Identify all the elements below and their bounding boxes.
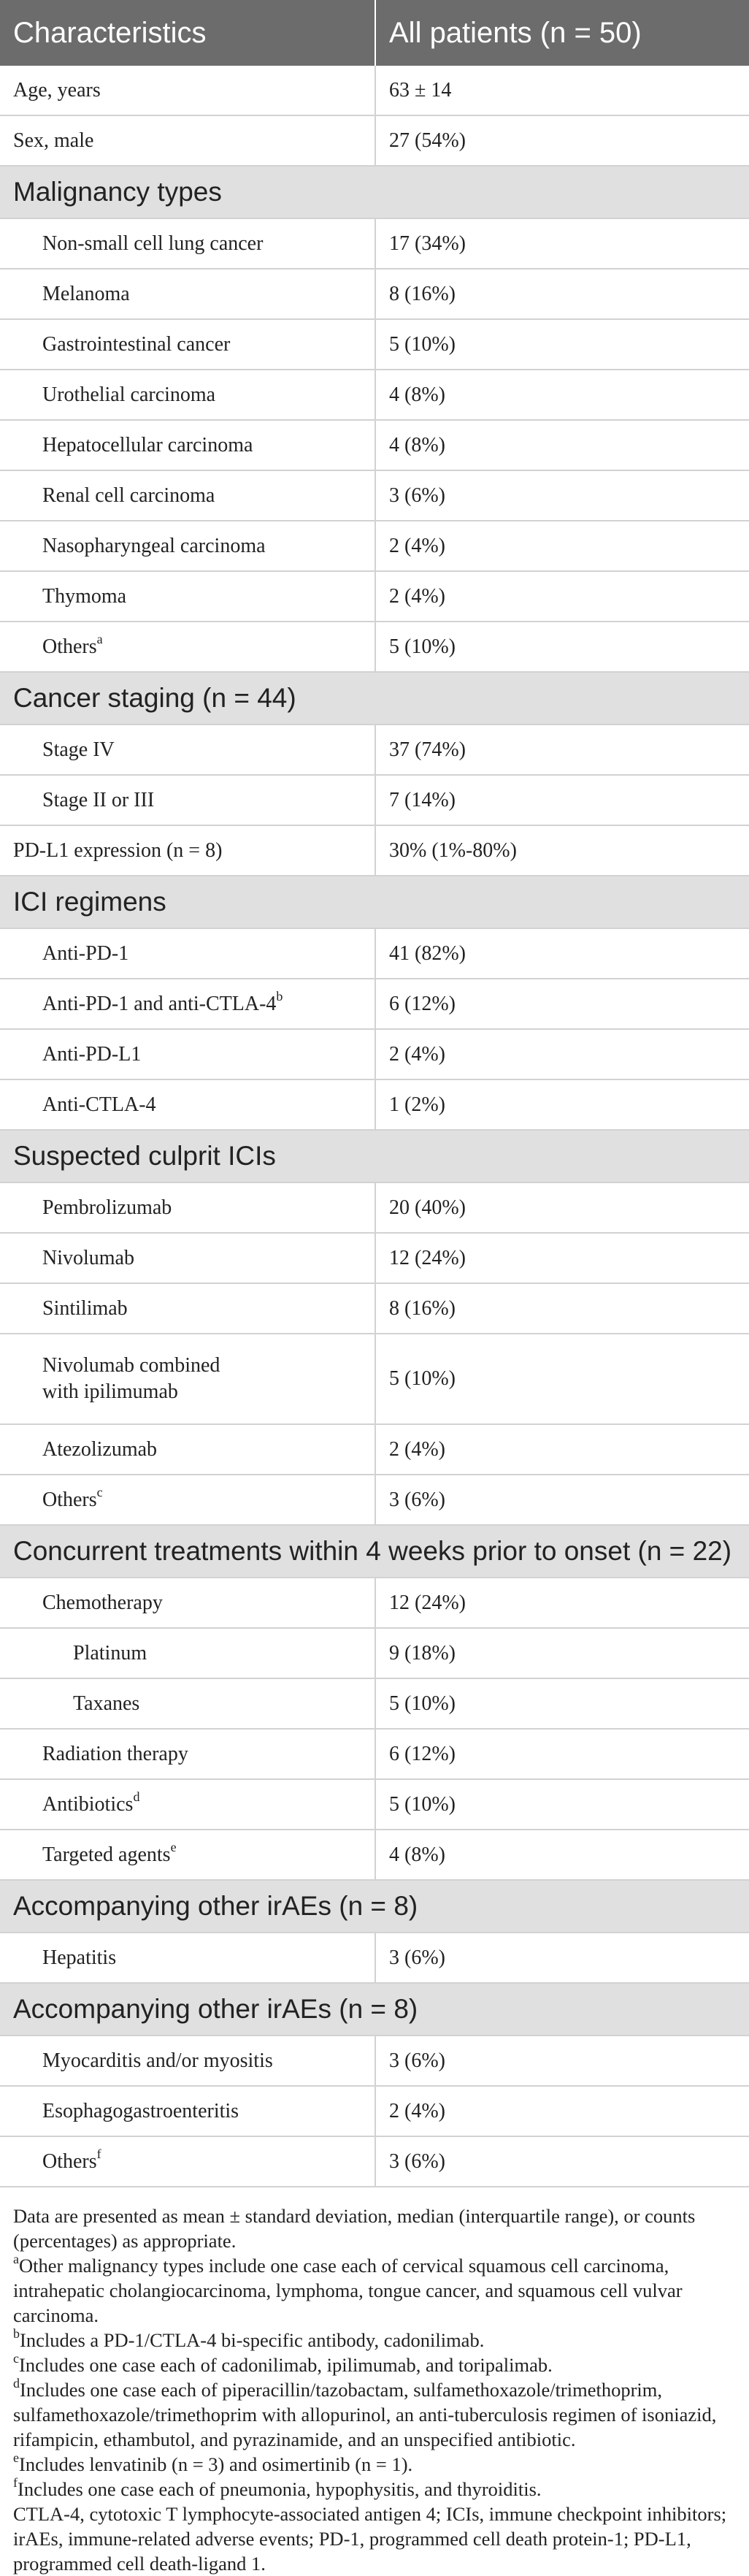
characteristic-cell <box>0 928 375 979</box>
table-body <box>0 66 749 2187</box>
value-cell: 27 (54%) <box>375 115 749 166</box>
characteristic-cell <box>0 775 375 825</box>
characteristic-cell <box>0 622 375 672</box>
value-cell: 5 (10%) <box>375 319 749 370</box>
footnote-text: Includes one case each of piperacillin/tazobactam, sulfamethoxazole/trimethoprim, sulfamethoxazole/trimethoprim with allopurinol, an anti-tuberculosis regimen of isoniazid, rifampicin, ethambutol, and pyrazinamide, and an unspecified antibiotic. <box>13 2379 717 2450</box>
value-cell: 3 (6%) <box>375 2036 749 2086</box>
footnote-marker: f <box>13 2475 18 2491</box>
footnote <box>13 2502 736 2576</box>
characteristic-cell <box>0 979 375 1029</box>
table-row <box>0 825 749 876</box>
characteristic-cell <box>0 1475 375 1525</box>
characteristic-cell <box>0 218 375 269</box>
footnote <box>13 2328 736 2353</box>
table-row <box>0 1678 749 1729</box>
characteristic-label: Anti-CTLA-4 <box>42 1093 156 1116</box>
characteristic-label: Nivolumab combined <box>42 1354 220 1377</box>
section-label: Accompanying other irAEs (n = 8) <box>0 1880 749 1933</box>
table-row <box>0 420 749 470</box>
characteristic-label: Esophagogastroenteritis <box>42 2099 239 2122</box>
characteristic-label: Platinum <box>73 1641 147 1665</box>
characteristic-label: Others <box>42 1488 97 1511</box>
table-row <box>0 1830 749 1880</box>
footnote <box>13 2452 736 2477</box>
characteristic-label: Antibiotics <box>42 1792 134 1816</box>
value-cell: 12 (24%) <box>375 1578 749 1628</box>
table-row <box>0 1283 749 1334</box>
characteristic-cell <box>0 521 375 571</box>
footnote-text: Includes one case each of pneumonia, hypophysitis, and thyroiditis. <box>18 2478 542 2500</box>
characteristic-label: Stage IV <box>42 738 115 761</box>
table-row <box>0 2036 749 2086</box>
footnote-text: Includes lenvatinib (n = 3) and osimertinib (n = 1). <box>19 2453 413 2475</box>
footnote-marker: e <box>170 1840 177 1855</box>
footnote <box>13 2377 736 2452</box>
value-cell: 2 (4%) <box>375 1424 749 1475</box>
characteristic-label-line2: with ipilimumab <box>42 1380 178 1403</box>
value-cell: 8 (16%) <box>375 269 749 319</box>
characteristic-cell <box>0 2036 375 2086</box>
characteristic-cell <box>0 1678 375 1729</box>
characteristic-cell <box>0 269 375 319</box>
value-cell: 6 (12%) <box>375 1729 749 1779</box>
value-cell: 8 (16%) <box>375 1283 749 1334</box>
section-header-row <box>0 166 749 218</box>
section-header-row <box>0 672 749 725</box>
characteristic-cell <box>0 1830 375 1880</box>
table-row <box>0 1424 749 1475</box>
characteristic-cell <box>0 1628 375 1678</box>
section-label: Suspected culprit ICIs <box>0 1130 749 1182</box>
table-row <box>0 2086 749 2136</box>
value-cell: 63 ± 14 <box>375 66 749 115</box>
characteristic-cell <box>0 2086 375 2136</box>
footnote-text: Other malignancy types include one case each of cervical squamous cell carcinoma, intrahepatic cholangiocarcinoma, lymphoma, tongue cancer, and squamous cell vulvar carcinoma. <box>13 2255 683 2326</box>
characteristic-cell <box>0 571 375 622</box>
footnote <box>13 2204 736 2253</box>
footnote-marker: f <box>96 2147 101 2162</box>
section-header-row <box>0 1130 749 1182</box>
value-cell: 6 (12%) <box>375 979 749 1029</box>
table-row <box>0 1233 749 1283</box>
characteristic-label: Pembrolizumab <box>42 1196 172 1219</box>
footnote-marker: c <box>96 1485 103 1500</box>
characteristic-label: Hepatocellular carcinoma <box>42 433 253 456</box>
value-cell: 2 (4%) <box>375 1029 749 1079</box>
characteristic-label: Sex, male <box>13 129 94 152</box>
section-label: Malignancy types <box>0 166 749 218</box>
table-row <box>0 370 749 420</box>
footnote <box>13 2253 736 2328</box>
characteristic-cell <box>0 370 375 420</box>
characteristic-cell <box>0 725 375 775</box>
value-cell: 5 (10%) <box>375 1779 749 1830</box>
characteristic-cell <box>0 115 375 166</box>
table-row <box>0 218 749 269</box>
characteristic-label: Atezolizumab <box>42 1437 158 1461</box>
characteristic-cell <box>0 1182 375 1233</box>
header-characteristics: Characteristics <box>0 0 375 66</box>
section-label: Accompanying other irAEs (n = 8) <box>0 1983 749 2036</box>
value-cell: 3 (6%) <box>375 2136 749 2187</box>
footnote-marker: d <box>13 2376 20 2391</box>
footnote-marker: e <box>13 2450 19 2466</box>
footnote-marker: b <box>276 989 283 1004</box>
section-header-row <box>0 1525 749 1578</box>
footnote-marker: b <box>13 2326 20 2342</box>
characteristic-label: Urothelial carcinoma <box>42 383 216 406</box>
table-row <box>0 1729 749 1779</box>
value-cell: 3 (6%) <box>375 470 749 521</box>
value-cell: 5 (10%) <box>375 1678 749 1729</box>
characteristic-cell <box>0 1233 375 1283</box>
characteristic-cell <box>0 2136 375 2187</box>
footnote-marker: c <box>13 2351 19 2366</box>
section-header-row <box>0 1983 749 2036</box>
footnote-text: Includes a PD-1/CTLA-4 bi-specific antibody, cadonilimab. <box>20 2329 485 2351</box>
table-row <box>0 928 749 979</box>
section-label: ICI regimens <box>0 876 749 928</box>
value-cell: 7 (14%) <box>375 775 749 825</box>
value-cell: 20 (40%) <box>375 1182 749 1233</box>
characteristic-label: Anti-PD-1 <box>42 941 129 965</box>
characteristic-label: Anti-PD-1 and anti-CTLA-4 <box>42 992 277 1015</box>
table-row <box>0 2136 749 2187</box>
value-cell: 3 (6%) <box>375 1933 749 1983</box>
table-row <box>0 1182 749 1233</box>
section-header-row <box>0 1880 749 1933</box>
characteristic-label: PD-L1 expression (n = 8) <box>13 838 223 862</box>
value-cell: 41 (82%) <box>375 928 749 979</box>
table-row <box>0 269 749 319</box>
section-label: Concurrent treatments within 4 weeks prior to onset (n = 22) <box>0 1525 749 1578</box>
header-all-patients: All patients (n = 50) <box>375 0 749 66</box>
characteristic-label: Nasopharyngeal carcinoma <box>42 534 266 557</box>
value-cell: 2 (4%) <box>375 2086 749 2136</box>
characteristic-cell <box>0 1779 375 1830</box>
footnote-marker: a <box>96 632 103 647</box>
value-cell: 2 (4%) <box>375 521 749 571</box>
footnote <box>13 2353 736 2377</box>
value-cell: 17 (34%) <box>375 218 749 269</box>
characteristic-cell <box>0 1424 375 1475</box>
value-cell: 4 (8%) <box>375 420 749 470</box>
characteristic-label: Gastrointestinal cancer <box>42 332 231 356</box>
characteristic-label: Stage II or III <box>42 788 155 811</box>
characteristic-cell <box>0 1334 375 1424</box>
characteristic-cell <box>0 1578 375 1628</box>
footnote-marker: d <box>133 1789 140 1805</box>
characteristic-label: Targeted agents <box>42 1843 171 1866</box>
table-row <box>0 319 749 370</box>
characteristic-label: Chemotherapy <box>42 1591 163 1614</box>
section-header-row <box>0 876 749 928</box>
characteristic-cell <box>0 1729 375 1779</box>
table-row <box>0 521 749 571</box>
characteristic-label: Sintilimab <box>42 1296 128 1320</box>
characteristic-cell <box>0 420 375 470</box>
characteristic-cell <box>0 825 375 876</box>
characteristic-cell <box>0 1283 375 1334</box>
characteristic-label: Hepatitis <box>42 1946 117 1969</box>
value-cell: 9 (18%) <box>375 1628 749 1678</box>
table-row <box>0 1475 749 1525</box>
value-cell: 5 (10%) <box>375 1334 749 1424</box>
characteristic-cell <box>0 470 375 521</box>
table-row <box>0 1334 749 1424</box>
characteristic-label: Myocarditis and/or myositis <box>42 2049 273 2072</box>
value-cell: 37 (74%) <box>375 725 749 775</box>
characteristic-label: Non-small cell lung cancer <box>42 232 264 255</box>
table-row <box>0 725 749 775</box>
value-cell: 30% (1%-80%) <box>375 825 749 876</box>
characteristic-label: Melanoma <box>42 282 130 305</box>
table-row <box>0 66 749 115</box>
value-cell: 3 (6%) <box>375 1475 749 1525</box>
footnote-marker: a <box>13 2252 19 2267</box>
table-row <box>0 470 749 521</box>
table-row <box>0 1079 749 1130</box>
characteristic-cell <box>0 1029 375 1079</box>
characteristic-label: Anti-PD-L1 <box>42 1042 142 1066</box>
table-row <box>0 979 749 1029</box>
table-row <box>0 1029 749 1079</box>
footnote <box>13 2477 736 2502</box>
characteristic-label: Renal cell carcinoma <box>42 484 215 507</box>
table-row <box>0 571 749 622</box>
characteristic-label: Others <box>42 635 97 658</box>
characteristic-label: Age, years <box>13 78 101 102</box>
table-row <box>0 115 749 166</box>
characteristic-cell <box>0 66 375 115</box>
characteristic-label: Others <box>42 2149 97 2173</box>
footnote-text: Includes one case each of cadonilimab, ipilimumab, and toripalimab. <box>19 2354 553 2376</box>
characteristic-label: Nivolumab <box>42 1246 134 1269</box>
characteristic-label: Thymoma <box>42 584 127 608</box>
table-row <box>0 1578 749 1628</box>
characteristic-cell <box>0 1933 375 1983</box>
characteristic-cell <box>0 1079 375 1130</box>
value-cell: 5 (10%) <box>375 622 749 672</box>
table-row <box>0 1933 749 1983</box>
table-row <box>0 775 749 825</box>
table-row <box>0 622 749 672</box>
footnote-text: Data are presented as mean ± standard deviation, median (interquartile range), or counts (percentages) as appropriate. <box>13 2205 696 2252</box>
value-cell: 2 (4%) <box>375 571 749 622</box>
value-cell: 4 (8%) <box>375 370 749 420</box>
value-cell: 4 (8%) <box>375 1830 749 1880</box>
table-header-row <box>0 0 749 66</box>
characteristic-label: Taxanes <box>73 1692 140 1715</box>
table-row <box>0 1628 749 1678</box>
section-label: Cancer staging (n = 44) <box>0 672 749 725</box>
table-footnotes <box>0 2187 749 2576</box>
footnote-text: CTLA-4, cytotoxic T lymphocyte-associated antigen 4; ICIs, immune checkpoint inhibitors; irAEs, immune-related adverse events; PD-1, programmed cell death protein-1; PD-L1, programmed cell death-ligand 1. <box>13 2503 727 2575</box>
table-row <box>0 1779 749 1830</box>
value-cell: 12 (24%) <box>375 1233 749 1283</box>
value-cell: 1 (2%) <box>375 1079 749 1130</box>
characteristic-label: Radiation therapy <box>42 1742 188 1765</box>
characteristic-cell <box>0 319 375 370</box>
